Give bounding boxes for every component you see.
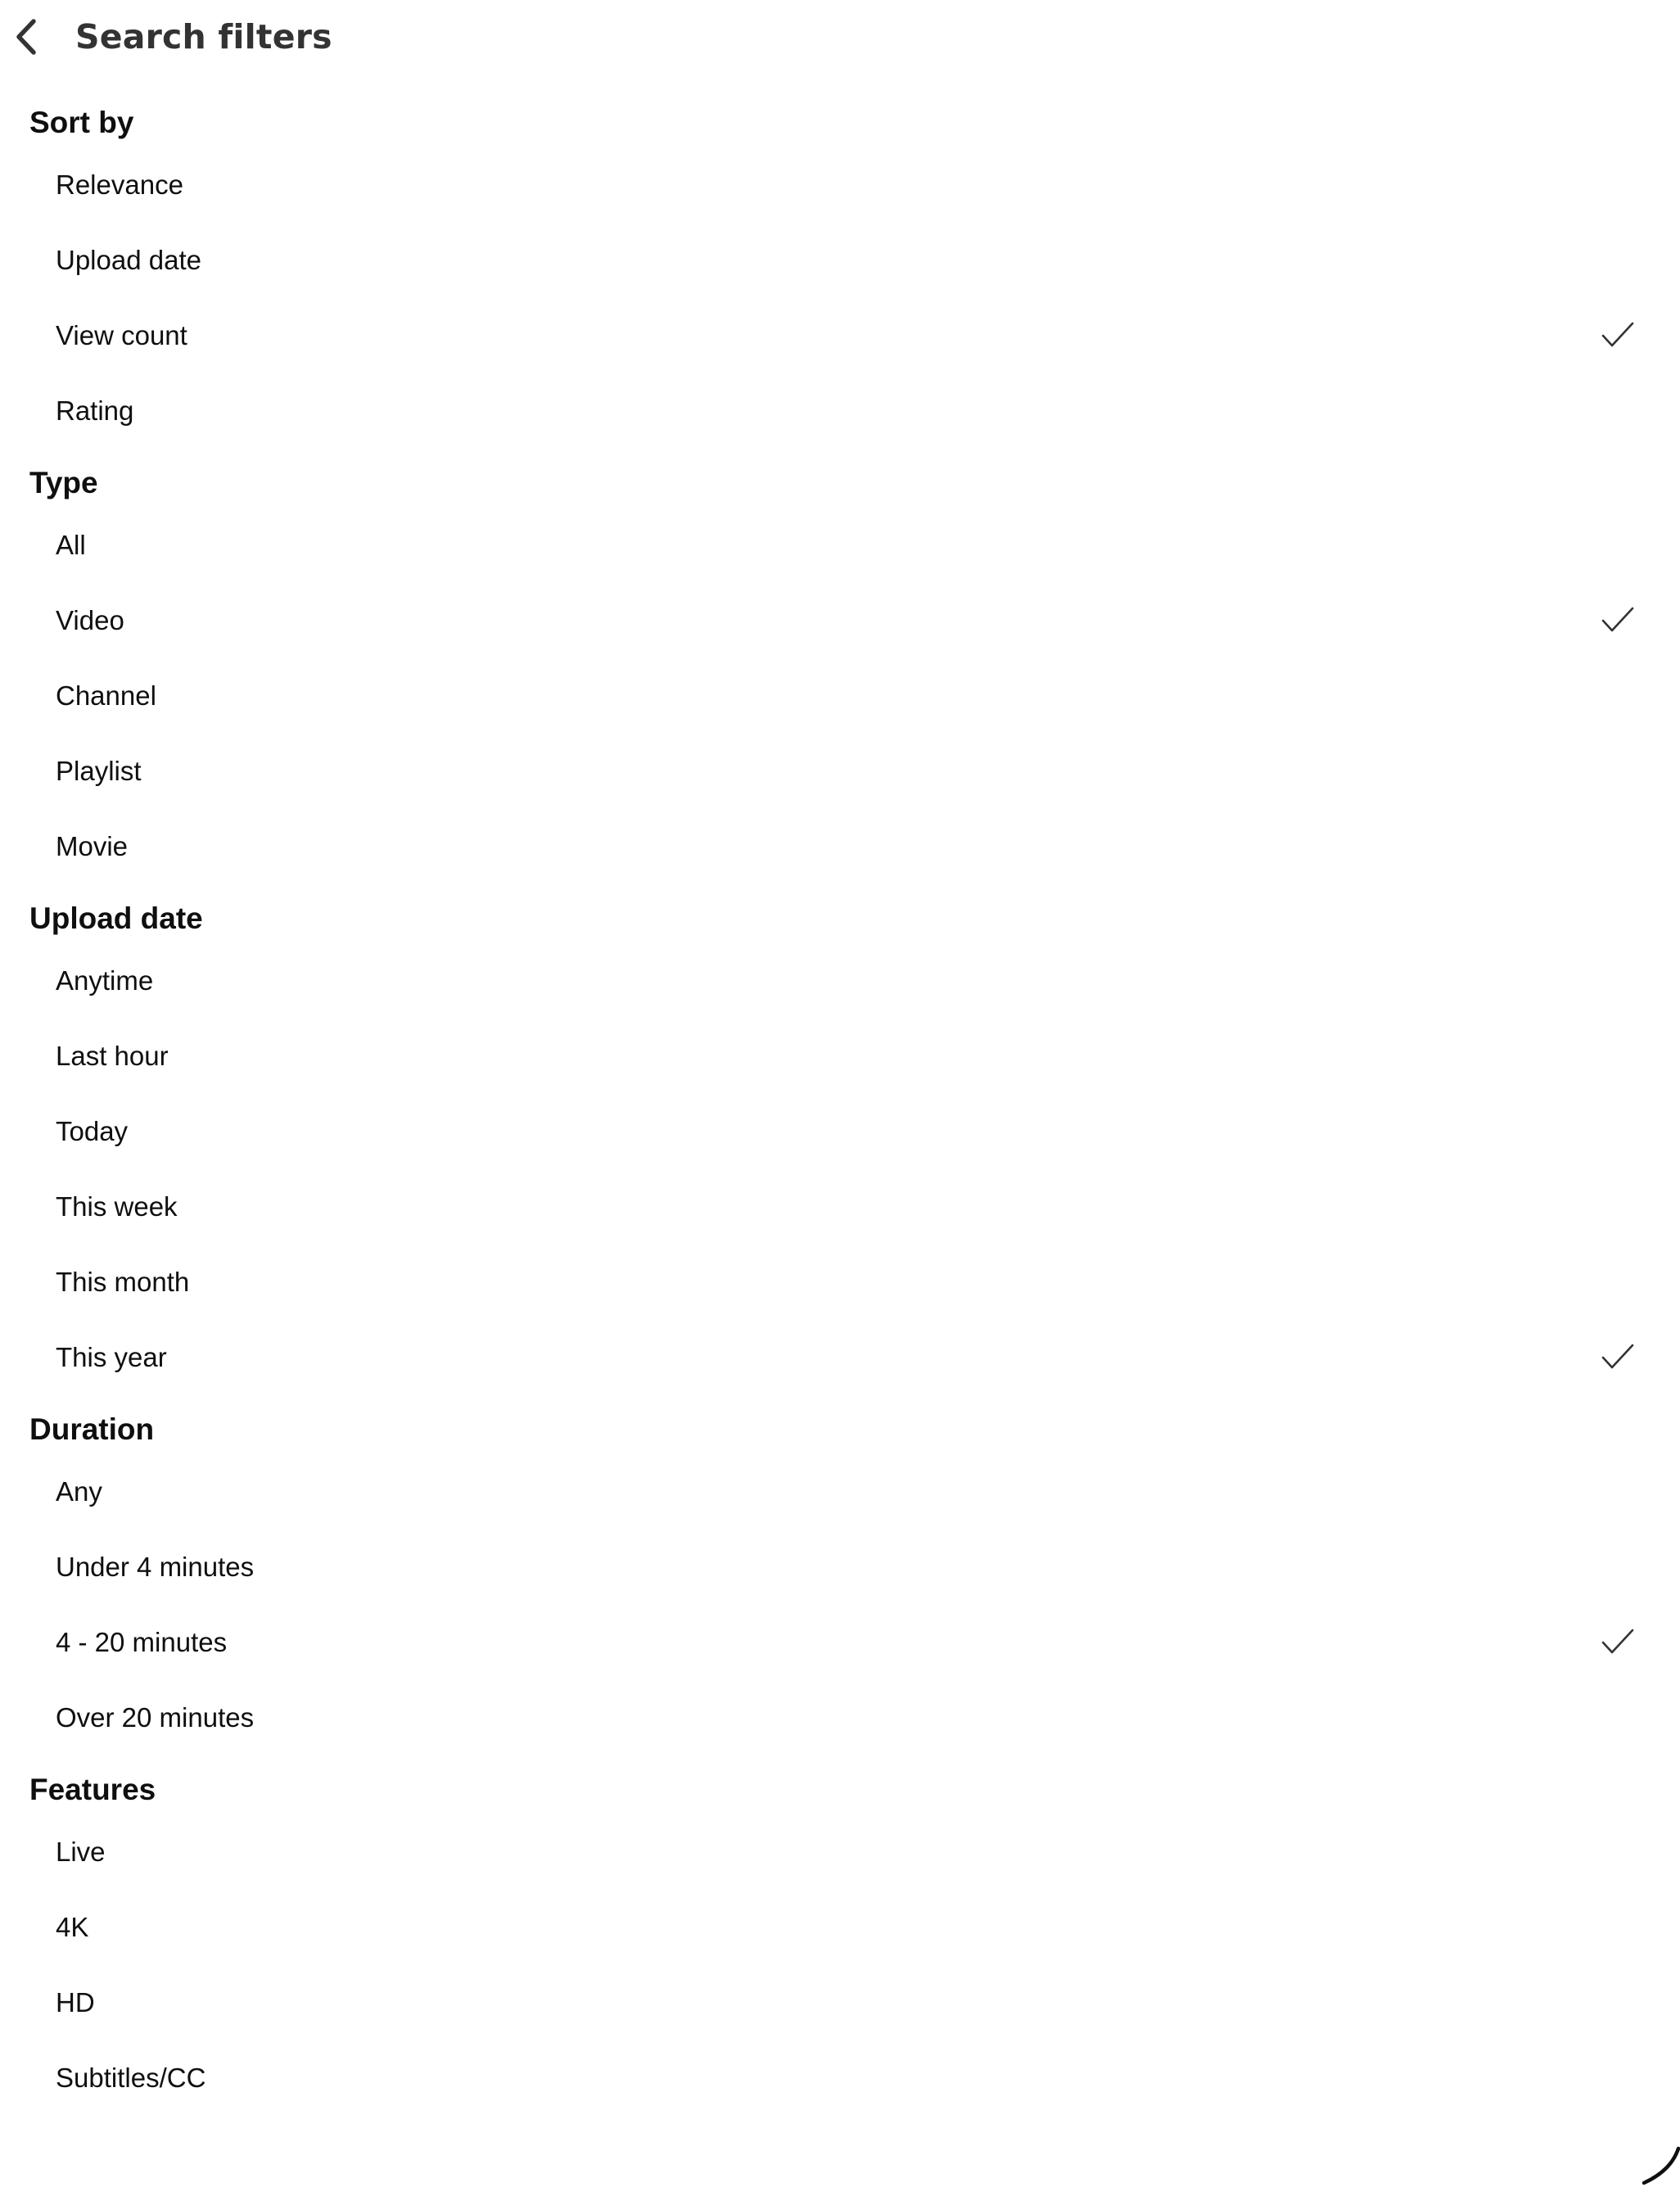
filter-option-type[interactable] — [0, 508, 1680, 583]
header — [0, 0, 1680, 74]
filter-option-label: Playlist — [56, 756, 142, 786]
filter-option-type[interactable] — [0, 734, 1680, 809]
filter-option-upload-date[interactable] — [0, 1094, 1680, 1169]
chevron-left-icon — [14, 18, 38, 56]
filter-option-label: HD — [56, 1987, 95, 2018]
filter-option-label: This year — [56, 1342, 167, 1372]
filter-option-label: Movie — [56, 831, 129, 861]
filter-option-upload-date[interactable] — [0, 943, 1680, 1019]
filter-option-label: Live — [56, 1837, 106, 1867]
filter-option-label: Video — [56, 605, 124, 635]
filter-option-sort-by[interactable] — [0, 223, 1680, 298]
filter-option-label: Rating — [56, 395, 134, 426]
filter-option-label: Last hour — [56, 1041, 169, 1071]
filter-option-upload-date[interactable] — [0, 1245, 1680, 1320]
filter-option-label: All — [56, 530, 86, 560]
filter-option-label: 4 - 20 minutes — [56, 1627, 228, 1657]
section-heading-type: Type — [29, 466, 98, 499]
filter-option-label: This week — [56, 1191, 178, 1222]
section-heading-sort-by: Sort by — [29, 106, 134, 139]
filter-option-label: View count — [56, 320, 187, 350]
filter-option-label: This month — [56, 1267, 190, 1297]
filter-option-label: 4K — [56, 1912, 89, 1942]
filter-option-type[interactable] — [0, 658, 1680, 734]
filter-option-label: Channel — [56, 680, 156, 711]
filter-option-features[interactable] — [0, 2040, 1680, 2116]
filter-option-label: Anytime — [56, 965, 154, 996]
section-heading-upload-date: Upload date — [29, 901, 203, 935]
filter-option-label: Subtitles/CC — [56, 2063, 206, 2093]
filter-option-sort-by[interactable] — [0, 373, 1680, 449]
section-heading-features: Features — [29, 1773, 156, 1806]
checkmark-icon — [1601, 321, 1634, 350]
filter-option-label: Today — [56, 1116, 129, 1146]
checkmark-icon — [1601, 606, 1634, 635]
filter-option-duration[interactable] — [0, 1680, 1680, 1755]
filter-option-sort-by[interactable] — [0, 298, 1680, 373]
section-heading-duration: Duration — [29, 1412, 155, 1446]
loading-spinner-icon — [1637, 2144, 1680, 2186]
filter-option-duration[interactable] — [0, 1605, 1680, 1680]
filter-option-features[interactable] — [0, 1814, 1680, 1890]
filter-option-label: Over 20 minutes — [56, 1702, 255, 1733]
filter-option-duration[interactable] — [0, 1530, 1680, 1605]
page-title: Search filters — [75, 17, 332, 56]
filter-option-label: Relevance — [56, 169, 183, 200]
filter-option-label: Under 4 minutes — [56, 1552, 255, 1582]
filter-option-features[interactable] — [0, 1965, 1680, 2040]
filter-list — [0, 98, 1680, 2116]
back-button[interactable] — [5, 11, 47, 62]
filter-option-label: Any — [56, 1476, 102, 1507]
checkmark-icon — [1601, 1628, 1634, 1657]
filter-option-upload-date[interactable] — [0, 1019, 1680, 1094]
filter-option-label: Upload date — [56, 245, 201, 275]
filter-option-duration[interactable] — [0, 1454, 1680, 1530]
filter-option-sort-by[interactable] — [0, 147, 1680, 223]
filter-option-upload-date[interactable] — [0, 1320, 1680, 1395]
filter-option-type[interactable] — [0, 809, 1680, 884]
checkmark-icon — [1601, 1343, 1634, 1372]
filter-option-upload-date[interactable] — [0, 1169, 1680, 1245]
filter-option-features[interactable] — [0, 1890, 1680, 1965]
filter-option-type[interactable] — [0, 583, 1680, 658]
